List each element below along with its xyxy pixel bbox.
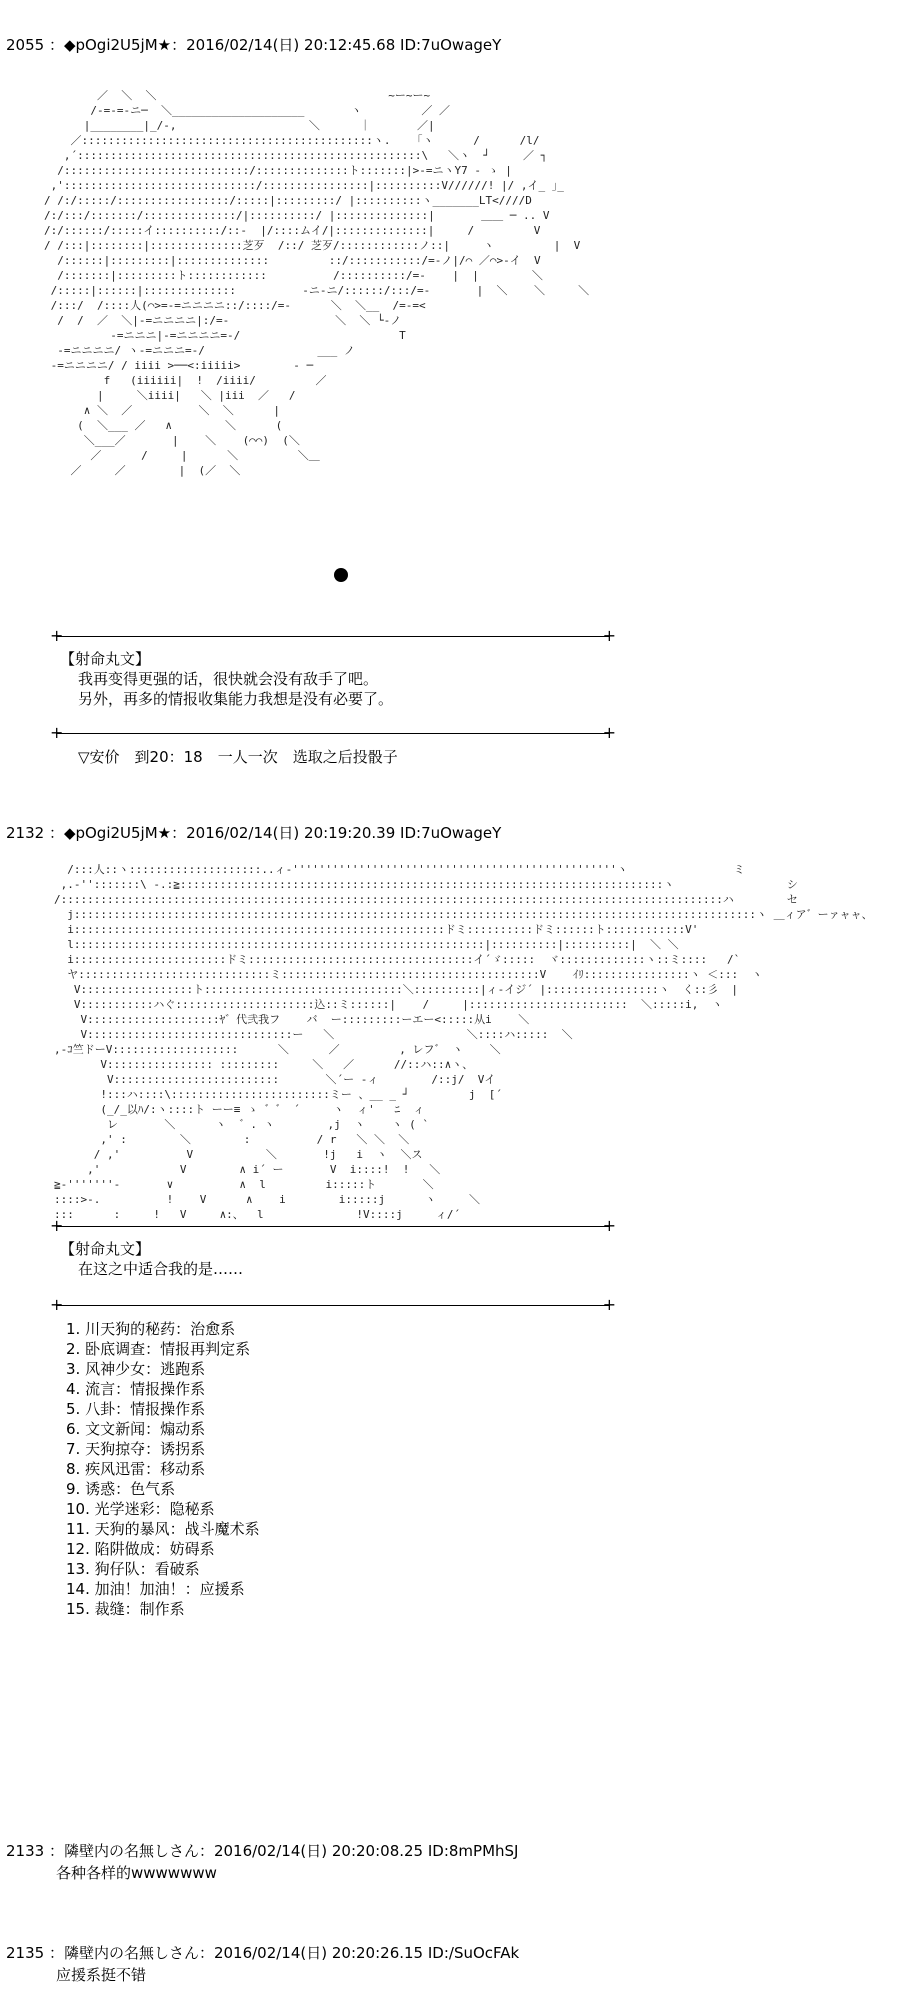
ascii-art-dot xyxy=(334,568,348,582)
option-item: 5. 八卦：情报操作系 xyxy=(66,1400,206,1418)
dialogue-line: 另外，再多的情报收集能力我想是没有必要了。 xyxy=(78,690,394,708)
divider xyxy=(56,636,610,637)
option-item: 4. 流言：情报操作系 xyxy=(66,1380,206,1398)
post-body: 各种各样的wwwwwww xyxy=(56,1864,217,1882)
option-item: 14. 加油！加油！：应援系 xyxy=(66,1580,245,1598)
ascii-art-illustration: /:::人::ヽ::::::::::::::::::::..ィ-'''''''''''''''''''''''''''''''''''''''''''''''''ヽ ミ ,.-'':::::::\ -.:≧:::::::::::::::::::::::::::::::::::::::::::::::::::::::::::::::::::::::::ヽ シ /::::::::::::::::::::::::::::::::::::::::::::::::::::::::::::::::::::::::::::::::::::::::::::::::::::ハ セ j:::::::::::::::::::::::::::::::::::::::::::::::::::::::::::::::::::::::::::::::::::::::::::::::::::::::ヽ ＿ィア゛ーァャャ、 i::::::::::::::::::::::::::::::::::::::::::::::::::::::::ドミ::::::::::ドミ::::::ト::::::::::::V' l::::::::::::::::::::::::::::::::::::::::::::::::::::::::::::::|::::::::::|::::::::::| ＼ ＼ i:::::::::::::::::::::::ドミ::::::::::::::::::::::::::::::::::イ´ゞ::::: ヾ:::::::::::::ヽ::ミ:::: /` ヤ:::::::::::::::::::::::::::::ミ:::::::::::::::::::::::::::::::::::::::V ｲﾘ::::::::::::::::ヽ ＜::: ヽ V:::::::::::::::::ト::::::::::::::::::::::::::::::＼::::::::::|ィ-イジ´ |:::::::::::::::::ヽ く::彡 | V:::::::::::ハぐ:::::::::::::::::::::込::ミ::::::| / |:::::::::::::::::::::::: ＼:::::i, ヽ V::::::::::::::::::::ﾔ゛代弐我フ バ ー:::::::::ーエー<:::::从i ＼ V:::::::::::::::::::::::::::::::ー ＼ ＼::::ハ::::: ＼ ,-ｺ竺ドーV::::::::::::::::::: ＼ ／ , レフ゛ ヽ ＼ V:::::::::::::::: ::::::::: ＼ ／ //::ハ::∧ヽ、 V::::::::::::::::::::::::: ＼´ー -ィ /::j/ Vイ !:::ハ::::\::::::::::::::::::::::::ミー 、__ _ ┘ j [´ (_/_以ﾊ/:ヽ::::ト ーー≡ ゝ ゛゛ ´ ヽ ィ' ﾆ ィ レ ＼ ヽ ゛. ヽ ,j ヽ ヽ ( ` ,' : ＼ : / r ＼ ＼ ＼ / ,' V ＼ !j i ヽ ＼ス ,' V ∧ i´ ー V i::::! ! ＼ ≧-'''''''- ∨ ∧ l i:::::ト ＼ ::::>-. ! V ∧ i i:::::j ヽ ＼ ::: : ! V ∧:、 l !V::::j ィ/´ xyxy=(54,863,873,1221)
option-item: 13. 狗仔队：看破系 xyxy=(66,1560,200,1578)
post-body: 应援系挺不错 xyxy=(56,1966,147,1984)
speaker-name: 【射命丸文】 xyxy=(60,650,151,668)
ascii-art-illustration: ／ ＼ ＼ ~ー~ー~ /-=-=-ニ─ ＼____________________ ヽ ／ ／ |________|_/-, ＼ ｜ ／| ／::::::::::::::::::::::::::::::::::::::::::::ヽ. ｢ヽ / /l/ ,´::::::::::::::::::::::::::::::::::::::::::::::::::::\ ＼ヽ ┘ ／ ┐ /::::::::::::::::::::::::::::/::::::::::::::ト:::::::|>-=ニヽY7 ‐ ゝ | ,':::::::::::::::::::::::::::::/::::::::::::::::|::::::::::V//////! |/ ,イ_ ｣_ / /:/:::::/:::::::::::::::::/:::::|:::::::::/ |::::::::::ヽ_______LT<////D /:/:::/:::::::/::::::::::::::/|::::::::::/ |::::::::::::::| ＿＿ ─ .. V /:/::::::/:::::イ::::::::::/::- |/::::ムイ/|::::::::::::::| / V / /:::|::::::::|::::::::::::::芝歹 /::/ 芝歹/::::::::::::ノ::| ヽ | V /::::::|:::::::::|:::::::::::::: ::/:::::::::::/=-ノ|/⌒ ／⌒>-イ V /:::::::|:::::::::ト:::::::::::: /::::::::::/=- | | ＼ /:::::|::::::|:::::::::::::: -ニ-ニ/::::::/:::/=- | ＼ ＼ ＼ /:::/ /::::人(⌒>=-=ニニニニ::/::::/=- ＼ ＼__ /=-=< / / ／ ＼|-=ニニニニ|:/=- ＼ ＼ └-ノ -=ニニニ|-=ニニニニ=-/ T -=ニニニニ/ ヽ-=ニニニ=-/ ___ ノ -=ニニニニ/ / iiii >──<:iiiii> ‐ ─ f (iiiiii| ! /iiii/ ／ | ＼iiii| ＼ |iii ／ / ∧ ＼ ／ ＼ ＼ | ( ＼___ ／ ∧ ＼ ( ＼___／ | ＼ (⌒⌒) (＼ ／ / | ＼ ＼＿ ／ ／ | (／ ＼ xyxy=(44,89,590,477)
option-item: 9. 诱惑：色气系 xyxy=(66,1480,176,1498)
option-item: 12. 陷阱做成：妨碍系 xyxy=(66,1540,215,1558)
option-item: 3. 风神少女：逃跑系 xyxy=(66,1360,206,1378)
option-item: 15. 裁缝：制作系 xyxy=(66,1600,185,1618)
post-header: 2135 ：隣壁内の名無しさん：2016/02/14(日) 20:20:26.15 ID:/SuOcFAk xyxy=(6,1944,520,1962)
divider xyxy=(56,733,610,734)
post-header: 2055 ：◆pOgi2U5jM★：2016/02/14(日) 20:12:45.68 ID:7uOwageY xyxy=(6,36,502,54)
dialogue-line: 在这之中适合我的是…… xyxy=(78,1260,244,1278)
post-header: 2132 ：◆pOgi2U5jM★：2016/02/14(日) 20:19:20.39 ID:7uOwageY xyxy=(6,824,502,842)
option-item: 2. 卧底调查：情报再判定系 xyxy=(66,1340,251,1358)
option-item: 8. 疾风迅雷：移动系 xyxy=(66,1460,206,1478)
option-item: 7. 天狗掠夺：诱拐系 xyxy=(66,1440,206,1458)
divider xyxy=(56,1305,610,1306)
divider xyxy=(56,1226,610,1227)
vote-instruction: ▽安价 到20：18 一人一次 选取之后投骰子 xyxy=(78,748,398,766)
speaker-name: 【射命丸文】 xyxy=(60,1240,151,1258)
option-item: 1. 川天狗的秘药：治愈系 xyxy=(66,1320,236,1338)
option-item: 11. 天狗的暴风：战斗魔术系 xyxy=(66,1520,260,1538)
option-item: 6. 文文新闻：煽动系 xyxy=(66,1420,206,1438)
option-item: 10. 光学迷彩：隐秘系 xyxy=(66,1500,215,1518)
post-header: 2133 ：隣壁内の名無しさん：2016/02/14(日) 20:20:08.25 ID:8mPMhSJ xyxy=(6,1842,519,1860)
dialogue-line: 我再变得更强的话，很快就会没有敌手了吧。 xyxy=(78,670,379,688)
